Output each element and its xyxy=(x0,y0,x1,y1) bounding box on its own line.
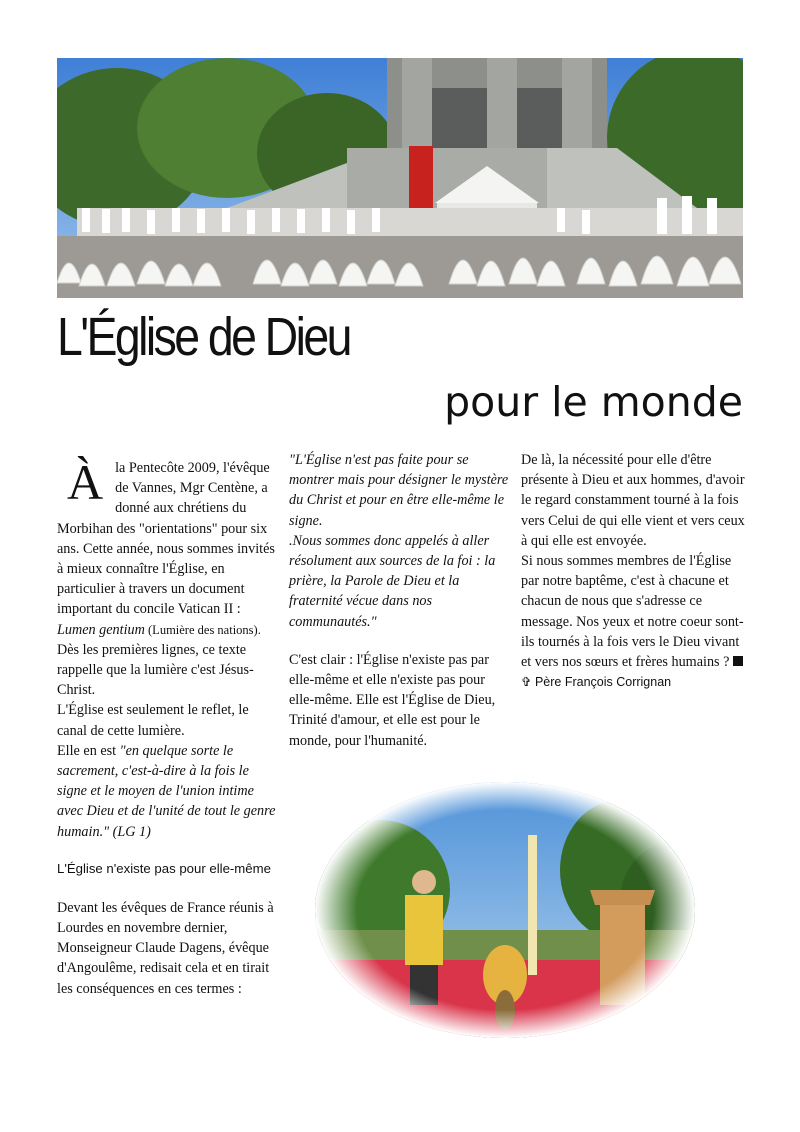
members-text: Si nous sommes membres de l'Église par notre baptême, c'est à chacune et chacun de nous que s'adresse ce message. Nos yeux et notre coeur sont-ils tournés à la fois vers le Dieu vivant et vers nos sœurs et frères humains ? xyxy=(521,553,744,671)
paragraph-members xyxy=(521,551,746,672)
hero-photo xyxy=(57,58,743,298)
lg-quote: "en quelque sorte le sacrement, c'est-à-dire à la fois le signe et le moyen de l'union intime avec Dieu et de l'unité de tout le genre humain." (LG 1) xyxy=(57,742,276,840)
p3-lead: Elle en est xyxy=(57,742,120,759)
page-subtitle: pour le monde xyxy=(444,378,743,426)
paragraph-clair: C'est clair : l'Église n'existe pas par elle-même et elle n'existe pas pour elle-même. Elle est l'Église de Dieu, Trinité d'amour, et elle est pour le monde, pour l'humanité. xyxy=(289,651,496,749)
column-3 xyxy=(521,450,746,692)
quote-2: .Nous sommes donc appelés à aller résolument aux sources de la foi : la prière, la Parole de Dieu et la fraternité vécue dans nos communautés." xyxy=(289,532,496,630)
intro-text: la Pentecôte 2009, l'évêque de Vannes, Mgr Centène, a donné aux chrétiens du Morbihan des "orientations" pour six ans. Cette année, nous sommes invités à mieux connaître l'Église, en particulier à travers un document important du concile Vatican II : xyxy=(57,460,275,618)
column-2 xyxy=(289,450,511,751)
paragraph-4: Devant les évêques de France réunis à Lourdes en novembre dernier, Monseigneur Claude Dagens, évêque d'Angoulême, redisait cela et en tirait les conséquences en ces termes : xyxy=(57,899,274,997)
paragraph-necessity: De là, la nécessité pour elle d'être présente à Dieu et aux hommes, d'avoir le regard constamment tourné à la fois vers Celui de qui elle vient et vers ceux à qui elle est envoyée. xyxy=(521,452,745,549)
end-mark-icon xyxy=(733,656,743,666)
paragraph-3 xyxy=(57,741,279,842)
intro-end: Dès les premières lignes, ce texte rappelle que la lumière c'est Jésus-Christ. xyxy=(57,641,254,699)
altar-photo xyxy=(300,770,730,1055)
column-1 xyxy=(57,454,279,999)
lumen-note: (Lumière des nations). xyxy=(144,622,261,637)
page-title: L'Église de Dieu xyxy=(57,307,350,367)
signature: ✞ Père François Corrignan xyxy=(521,675,672,690)
dropcap: À xyxy=(67,454,104,510)
quote-1: "L'Église n'est pas faite pour se montrer mais pour désigner le mystère du Christ et pour en être elle-même le signe. xyxy=(289,452,509,529)
lumen-title: Lumen gentium xyxy=(57,621,145,638)
subheading: L'Église n'existe pas pour elle-même xyxy=(57,860,271,876)
paragraph-2: L'Église est seulement le reflet, le canal de cette lumière. xyxy=(57,702,249,739)
